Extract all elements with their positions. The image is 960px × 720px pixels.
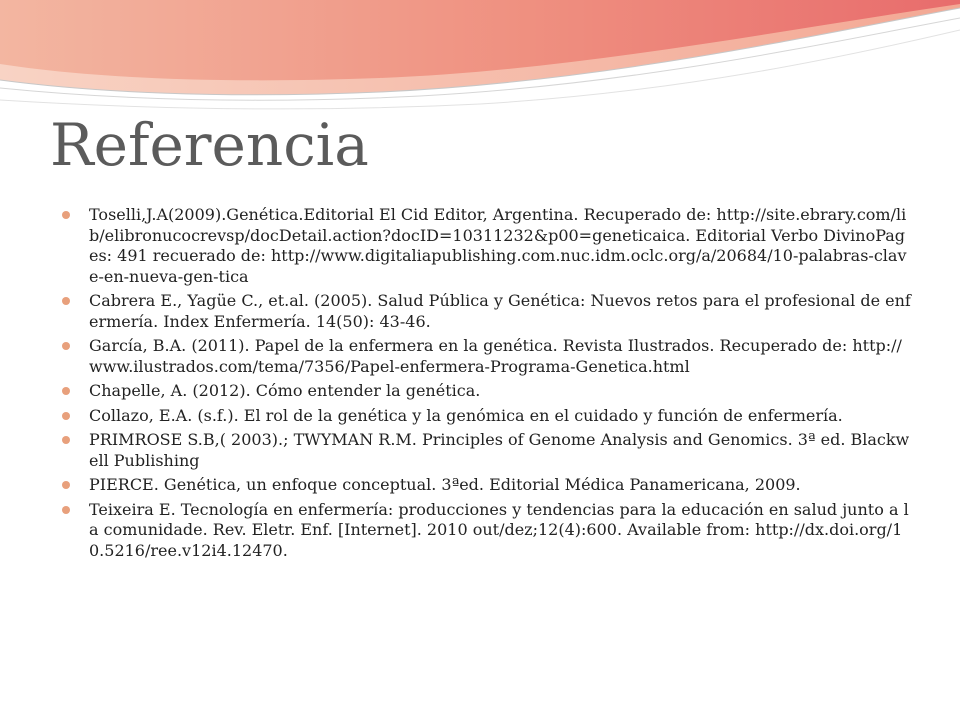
list-item xyxy=(62,291,912,332)
bullet-icon xyxy=(62,211,70,219)
list-item xyxy=(62,475,912,496)
list-item xyxy=(62,500,912,562)
reference-text: Cabrera E., Yagüe C., et.al. (2005). Salud Pública y Genética: Nuevos retos para el profesional de enfermería. Index Enfermería. 14(50): 43-46. xyxy=(89,291,911,331)
bullet-icon xyxy=(62,481,70,489)
reference-text: Toselli,J.A(2009).Genética.Editorial El Cid Editor, Argentina. Recuperado de: http://site.ebrary.com/lib/elibronucocrevsp/docDetail.action?docID=10311232&p00=geneticaica. Editorial Verbo DivinoPages: 491 recuerado de: http://www.digitaliapublishing.com.nuc.idm.oclc.org/a/20684/10-palabras-clave-en-nueva-gen-tica xyxy=(89,205,907,286)
bullet-icon xyxy=(62,297,70,305)
bullet-icon xyxy=(62,342,70,350)
list-item xyxy=(62,205,912,287)
reference-text: PRIMROSE S.B,( 2003).; TWYMAN R.M. Principles of Genome Analysis and Genomics. 3ª ed. Blackwell Publishing xyxy=(89,430,910,470)
reference-text: PIERCE. Genética, un enfoque conceptual. 3ªed. Editorial Médica Panamericana, 2009. xyxy=(89,475,801,494)
bullet-icon xyxy=(62,387,70,395)
bullet-icon xyxy=(62,506,70,514)
reference-text: Collazo, E.A. (s.f.). El rol de la genética y la genómica en el cuidado y función de enfermería. xyxy=(89,405,843,425)
reference-text: García, B.A. (2011). Papel de la enfermera en la genética. Revista Ilustrados. Recuperado de: http://www.ilustrados.com/tema/7356/Papel-enfermera-Programa-Genetica.html xyxy=(89,336,902,376)
slide-title: Referencia xyxy=(50,111,369,179)
bullet-icon xyxy=(62,436,70,444)
bullet-icon xyxy=(62,412,70,420)
list-item xyxy=(62,430,912,471)
header-wave-decoration xyxy=(0,0,960,120)
reference-text: Chapelle, A. (2012). Cómo entender la genética. xyxy=(89,381,481,400)
reference-text: Teixeira E. Tecnología en enfermería: producciones y tendencias para la educación en salud junto a la comunidade. Rev. Eletr. Enf. [Internet]. 2010 out/dez;12(4):600. Available from: http://dx.doi.org/10.5216/ree.v12i4.12470. xyxy=(89,499,909,560)
list-item xyxy=(62,406,912,427)
list-item xyxy=(62,336,912,377)
list-item xyxy=(62,381,912,402)
reference-list xyxy=(62,205,912,565)
